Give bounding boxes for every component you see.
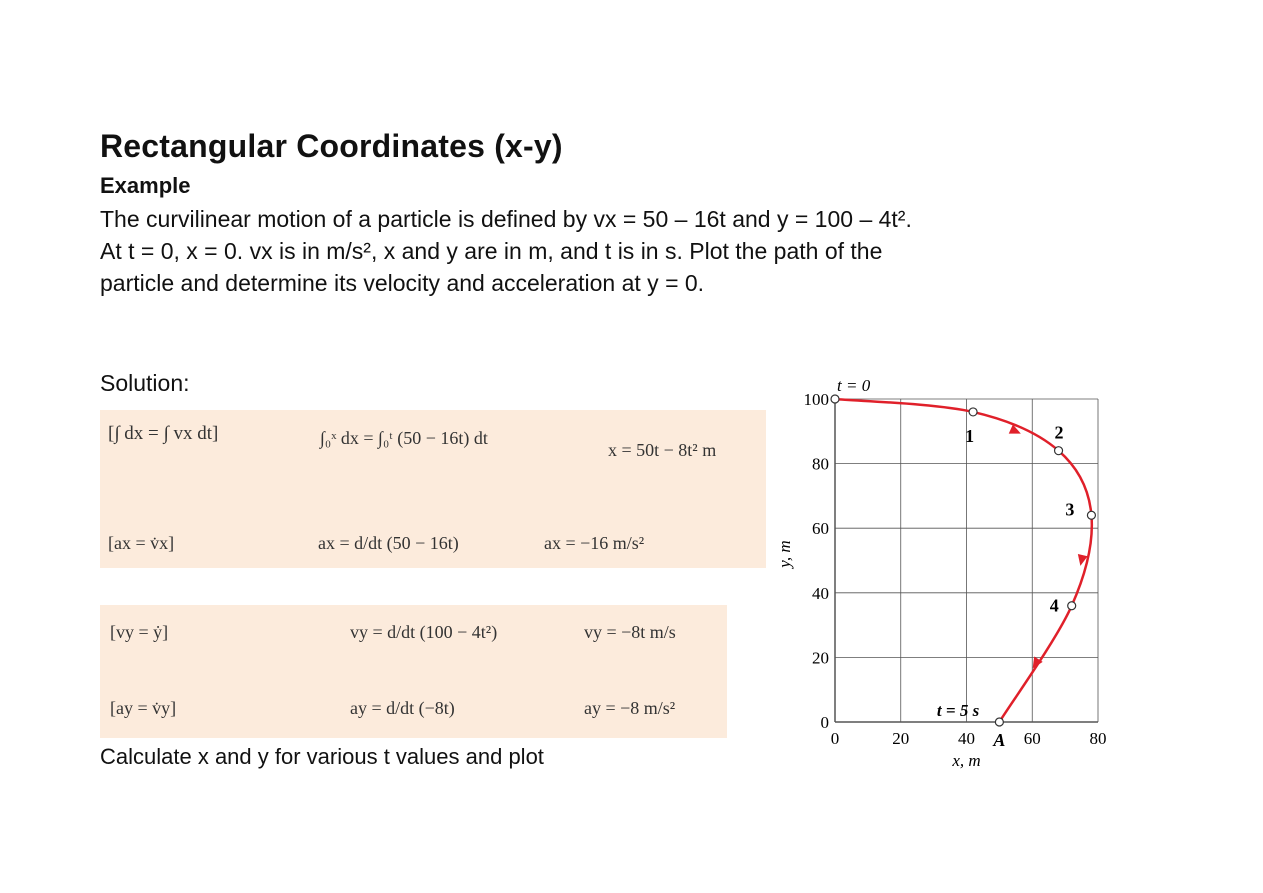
y-tick-label: 20 [812, 648, 829, 668]
eq-y2-label: [ay = v̇y] [110, 698, 177, 718]
path-point-marker [1087, 511, 1095, 519]
problem-statement [100, 203, 1080, 299]
x-tick-label: 60 [1023, 729, 1041, 748]
eq-y2-middle: ay = d/dt (−8t) [350, 698, 455, 718]
eq-x1-middle: ∫₀ˣ dx = ∫₀ᵗ (50 − 16t) dt [320, 428, 488, 448]
x-tick-label: 0 [830, 729, 840, 748]
path-points [831, 395, 1095, 726]
eq-x2-result: ax = −16 m/s² [544, 533, 645, 553]
end-point-label: A [993, 730, 1006, 750]
point-label: 3 [1065, 499, 1075, 520]
problem-line-2: At t = 0, x = 0. vx is in m/s², x and y are in m, and t is in s. Plot the path of the [100, 238, 883, 264]
eq-y2-result: ay = −8 m/s² [584, 698, 676, 718]
path-point-marker [995, 718, 1003, 726]
problem-line-1: The curvilinear motion of a particle is defined by vx = 50 – 16t and y = 100 – 4t². [100, 206, 912, 232]
eq-y1-label: [vy = ẏ] [110, 622, 169, 642]
start-annotation: t = 0 [837, 376, 871, 395]
bottom-instruction: Calculate x and y for various t values and plot [100, 744, 544, 769]
eq-x2-label: [ax = v̇x] [108, 533, 175, 553]
end-annotation: t = 5 s [936, 701, 980, 720]
y-tick-label: 60 [812, 519, 829, 539]
y-tick-label: 0 [820, 713, 829, 732]
problem-line-3: particle and determine its velocity and acceleration at y = 0. [100, 270, 705, 296]
eq-x2-middle: ax = d/dt (50 − 16t) [318, 533, 459, 553]
eq-x1-label: [∫ dx = ∫ vx dt] [108, 423, 219, 444]
y-axis-label: y, m [775, 540, 794, 568]
particle-path [835, 399, 1092, 722]
graph-ticks [804, 390, 1107, 748]
x-tick-label: 80 [1089, 729, 1107, 748]
path-point-marker [831, 395, 839, 403]
x-axis-label: x, m [952, 751, 981, 770]
eq-y1-result: vy = −8t m/s [584, 622, 676, 642]
point-label: 1 [965, 425, 975, 446]
eq-y1-middle: vy = d/dt (100 − 4t²) [350, 622, 498, 642]
x-tick-label: 20 [892, 729, 910, 748]
path-point-marker [1055, 447, 1063, 455]
point-label: 2 [1054, 422, 1064, 443]
path-graph-svg [760, 370, 1120, 780]
solution-label: Solution: [100, 370, 190, 396]
path-point-marker [969, 408, 977, 416]
y-tick-label: 80 [812, 454, 829, 474]
page-title: Rectangular Coordinates (x-y) [100, 128, 563, 164]
path-graph [760, 370, 1120, 780]
eq-x1-result: x = 50t − 8t² m [608, 440, 717, 460]
y-tick-label: 40 [812, 583, 829, 603]
direction-arrows [1009, 424, 1088, 668]
y-tick-label: 100 [803, 390, 829, 409]
point-label: 4 [1049, 595, 1059, 616]
example-heading: Example [100, 173, 191, 198]
x-tick-label: 40 [958, 729, 975, 748]
path-point-marker [1068, 602, 1076, 610]
